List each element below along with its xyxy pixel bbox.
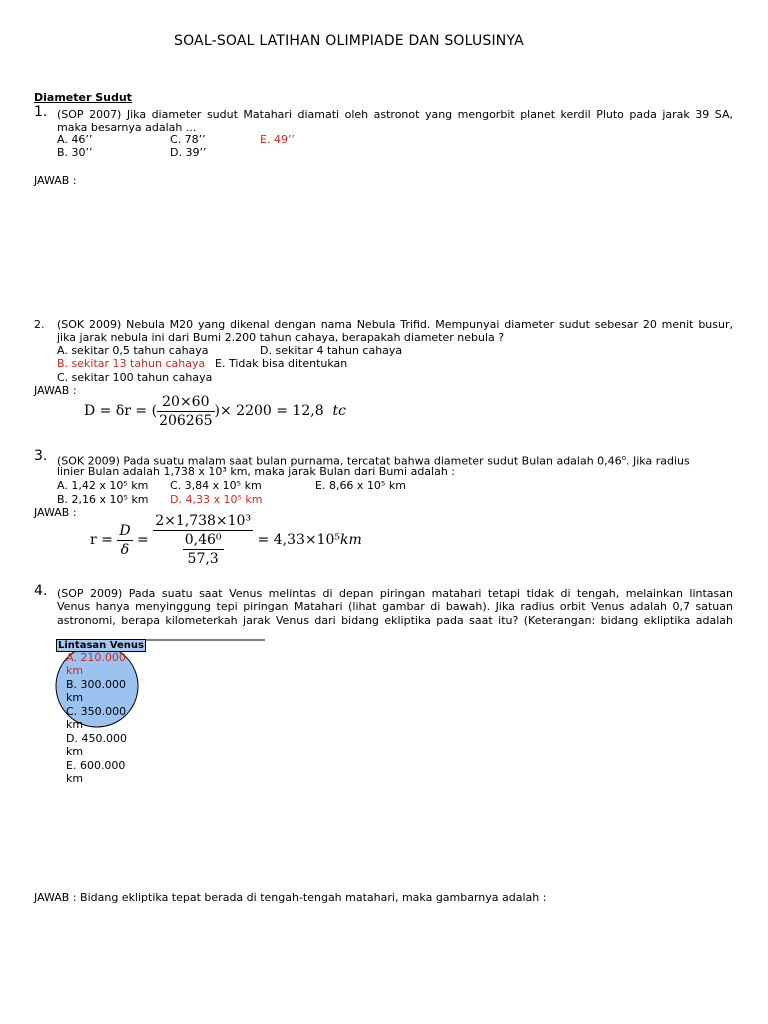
question-text: linier Bulan adalah 1,738 x 10³ km, maka jarak Bulan dari Bumi adalah : (57, 465, 456, 478)
option-e: E. Tidak bisa ditentukan (215, 357, 348, 370)
option-d-answer: D. 4,33 x 10⁵ km (170, 493, 263, 506)
fraction-denominator: δ (120, 541, 130, 558)
equation-lhs: D = δr = ( (84, 403, 158, 419)
equals-sign: = (137, 532, 149, 548)
question-number: 1. (34, 104, 48, 120)
jawab-label: JAWAB : (34, 506, 77, 519)
option-c-unit: km (66, 718, 84, 731)
question-text: maka besarnya adalah ... (57, 121, 197, 134)
question-text: (SOK 2009) Nebula M20 yang dikenal dengan nama Nebula Trifid. Mempunyai diameter sudut sebesar 20 menit busur, (57, 318, 733, 331)
option-a: A. 1,42 x 10⁵ km (57, 479, 149, 492)
question-number: 4. (34, 583, 48, 599)
inner-numerator: 0,46⁰ (184, 532, 222, 548)
fraction-numerator: D (119, 522, 131, 539)
equation-result: = 4,33×10⁵ (257, 532, 341, 548)
fraction-numerator: 20×60 (157, 393, 214, 412)
option-e: E. 8,66 x 10⁵ km (315, 479, 406, 492)
option-a-answer: A. 210.000 (66, 651, 126, 664)
inner-denominator: 57,3 (187, 551, 219, 567)
question-number: 3. (34, 448, 48, 464)
option-c: C. 3,84 x 10⁵ km (170, 479, 262, 492)
option-c: C. 350.000 (66, 705, 127, 718)
fraction-denominator (153, 531, 253, 568)
question-text: Venus hanya menyinggung tepi piringan Matahari (lihat gambar di bawah). Jika radius orbit Venus adalah 0,7 satuan (57, 600, 733, 613)
question-text: astronomi, berapa kilometerkah jarak Venus dari bidang ekliptika pada saat itu? (Keterangan: bidang ekliptika adalah (57, 614, 733, 627)
option-d: D. 39’’ (170, 146, 207, 159)
lintasan-venus-label: Lintasan Venus (58, 640, 144, 651)
equation-rhs: )× 2200 = 12,8 (214, 403, 324, 419)
degree-sign: o (621, 454, 626, 462)
question-number: 2. (34, 318, 45, 331)
option-b: B. 2,16 x 10⁵ km (57, 493, 149, 506)
jawab-label: JAWAB : (34, 174, 77, 187)
jawab-text: JAWAB : Bidang ekliptika tepat berada di tengah-tengah matahari, maka gambarnya adalah : (34, 891, 547, 904)
option-d: D. sekitar 4 tahun cahaya (260, 344, 403, 357)
question-text-part: . Jika radius (625, 454, 690, 468)
option-a: A. 46’’ (57, 133, 93, 146)
fraction-denominator: 206265 (159, 412, 213, 429)
page-title: SOAL-SOAL LATIHAN OLIMPIADE DAN SOLUSINYA (174, 33, 524, 49)
question-text: (SOP 2007) Jika diameter sudut Matahari diamati oleh astronot yang mengorbit planet kerdil Pluto pada jarak 39 SA, (57, 108, 733, 121)
option-b-unit: km (66, 691, 84, 704)
inner-fraction (183, 531, 224, 568)
jawab-label: JAWAB : (34, 384, 77, 397)
option-a: A. sekitar 0,5 tahun cahaya (57, 344, 209, 357)
equation-unit: km (340, 532, 362, 548)
option-e-unit: km (66, 772, 84, 785)
option-b: B. 30’’ (57, 146, 93, 159)
option-a-unit: km (66, 664, 84, 677)
equation-fraction-main (153, 512, 253, 568)
option-d: D. 450.000 (66, 732, 127, 745)
question-text: jika jarak nebula ini dari Bumi 2.200 tahun cahaya, berapakah diameter nebula ? (57, 331, 505, 344)
question-text-part: (SOK 2009) Pada suatu malam saat bulan purnama, tercatat bahwa diameter sudut Bulan adalah 0,46 (57, 454, 622, 468)
equation-diameter (84, 392, 346, 430)
equation-distance (90, 510, 362, 570)
option-b-answer: B. sekitar 13 tahun cahaya (57, 357, 206, 370)
equation-unit: tc (332, 403, 346, 419)
option-e: E. 600.000 (66, 759, 126, 772)
question-text: (SOP 2009) Pada suatu saat Venus melintas di depan piringan matahari tetapi tidak di tengah, melainkan lintasan (57, 587, 733, 600)
option-b: B. 300.000 (66, 678, 127, 691)
equation-fraction-d-delta (117, 522, 132, 559)
option-c: C. sekitar 100 tahun cahaya (57, 371, 213, 384)
option-e-answer: E. 49’’ (260, 133, 295, 146)
fraction-numerator: 2×1,738×10³ (155, 513, 252, 529)
equation-lhs: r = (90, 532, 113, 548)
section-heading: Diameter Sudut (34, 91, 132, 104)
option-c: C. 78’’ (170, 133, 206, 146)
equation-fraction (157, 393, 214, 430)
option-d-unit: km (66, 745, 84, 758)
